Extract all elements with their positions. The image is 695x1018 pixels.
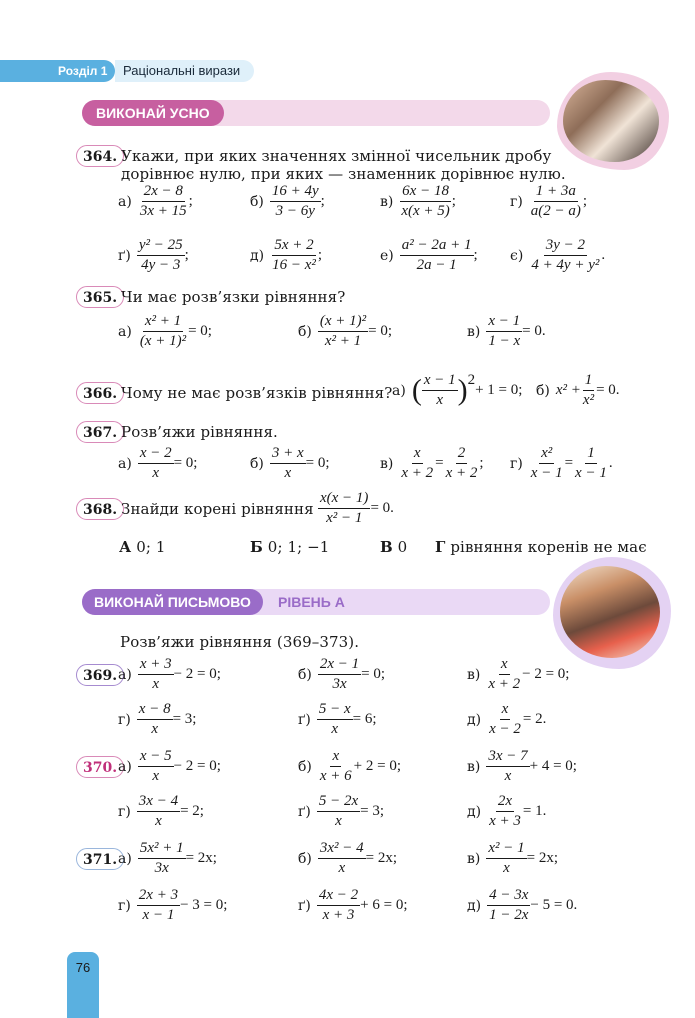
problem-number: 368.	[76, 498, 124, 520]
written-heading: ВИКОНАЙ ПИСЬМОВО	[82, 589, 263, 615]
equation: а) $\frac{\text{5x² + 1}}{3x}$ = 2x;	[118, 840, 217, 876]
equation: а) $\frac{2x - 8}{3x + 15}$ ;	[118, 183, 193, 219]
equation: $\frac{x(x - 1)}{\text{x² − 1}}$ = 0.	[320, 490, 394, 526]
students-studying-photo	[560, 566, 660, 658]
section-intro: Розв’яжи рівняння (369–373).	[120, 633, 360, 651]
problem-number: 371.	[76, 848, 124, 870]
problem-text: Розв’яжи рівняння.	[121, 423, 278, 441]
equation: г) $\frac{3x - 4}{x}$ = 2;	[118, 793, 204, 829]
problem-text: Знайди корені рівняння	[121, 500, 314, 518]
problem-number: 366.	[76, 382, 124, 404]
equation: г) $\frac{1 + 3a}{a(2 - a)}$ ;	[510, 183, 588, 219]
equation: ґ) $\frac{4x - 2}{x + 3}$ + 6 = 0;	[298, 887, 408, 923]
equation: в) $\frac{\text{x² − 1}}{x}$ = 2x;	[467, 840, 559, 876]
equation: г) $\frac{\text{x²}}{x - 1}$ = $\frac{1}{x - 1}$ .	[510, 445, 613, 481]
equation: б) $\frac{x}{x + 6}$ + 2 = 0;	[298, 748, 402, 784]
equation: е) $\frac{\text{a² − 2a + 1}}{2a - 1}$ ;	[380, 237, 478, 273]
equation: ґ) $\frac{5 - x}{x}$ = 6;	[298, 701, 377, 737]
problem-text: дорівнює нулю, при яких — знаменник дорівнює нулю.	[121, 165, 566, 183]
equation: в) $\frac{x}{x + 2}$ − 2 = 0;	[467, 656, 570, 692]
equation: б) x² + $\frac{1}{\text{x²}}$ = 0.	[536, 372, 620, 408]
oral-heading: ВИКОНАЙ УСНО	[82, 100, 224, 126]
answer-option: А 0; 1	[119, 538, 166, 556]
equation: ґ) $\frac{\text{y² − 25}}{4y - 3}$ ;	[118, 237, 189, 273]
problem-number: 364.	[76, 145, 124, 167]
section-tab: Розділ 1	[0, 60, 115, 82]
equation: в) $\frac{6x - 18}{x(x + 5)}$ ;	[380, 183, 456, 219]
problem-number: 367.	[76, 421, 124, 443]
problem-number: 365.	[76, 286, 124, 308]
equation: ґ) $\frac{5 - 2x}{x}$ = 3;	[298, 793, 385, 829]
answer-option: Г рівняння коренів не має	[435, 538, 647, 556]
problem-number: 370.	[76, 756, 124, 778]
equation: а) $\frac{x - 2}{x}$ = 0;	[118, 445, 198, 481]
page-number: 76	[75, 960, 91, 975]
equation: а) ( $\frac{x - 1}{x}$ )$^2$+ 1 = 0;	[392, 372, 523, 408]
equation: а) $\frac{x + 3}{x}$ − 2 = 0;	[118, 656, 221, 692]
section-title: Раціональні вирази	[115, 60, 254, 82]
problem-text: Чи має розв’язки рівняння?	[121, 288, 346, 306]
equation: д) $\frac{x}{x - 2}$ = 2.	[467, 701, 547, 737]
equation: б) $\frac{\text{(x + 1)²}}{\text{x² + 1}}$ = 0;	[298, 313, 393, 349]
equation: б) $\frac{\text{3x² − 4}}{x}$ = 2x;	[298, 840, 398, 876]
equation: д) $\frac{2x}{x + 3}$ = 1.	[467, 793, 547, 829]
equation: в) $\frac{x}{x + 2}$ = $\frac{2}{x + 2}$ ;	[380, 445, 484, 481]
equation: д) $\frac{5x + 2}{\text{16 − x²}}$ ;	[250, 237, 323, 273]
problem-text: Укажи, при яких значеннях змінної чисельник дробу	[121, 147, 552, 165]
equation: б) $\frac{2x - 1}{3x}$ = 0;	[298, 656, 386, 692]
equation: є) $\frac{3y - 2}{\text{4 + 4y + y²}}$ .	[510, 237, 606, 273]
equation: а) $\frac{\text{x² + 1}}{\text{(x + 1)²}}$ = 0;	[118, 313, 212, 349]
equation: б) $\frac{16 + 4y}{3 - 6y}$ ;	[250, 183, 325, 219]
equation: а) $\frac{x - 5}{x}$ − 2 = 0;	[118, 748, 221, 784]
equation: г) $\frac{x - 8}{x}$ = 3;	[118, 701, 197, 737]
equation: в) $\frac{3x - 7}{x}$ + 4 = 0;	[467, 748, 577, 784]
equation: г) $\frac{2x + 3}{x - 1}$ − 3 = 0;	[118, 887, 228, 923]
equation: б) $\frac{3 + x}{x}$ = 0;	[250, 445, 330, 481]
students-high-five-photo	[563, 80, 659, 162]
answer-option: В 0	[380, 538, 408, 556]
equation: в) $\frac{x - 1}{1 - x}$ = 0.	[467, 313, 546, 349]
equation: д) $\frac{4 - 3x}{1 - 2x}$ − 5 = 0.	[467, 887, 578, 923]
problem-text: Чому не має розв’язків рівняння?	[121, 384, 393, 402]
level-label: РІВЕНЬ А	[278, 594, 345, 610]
answer-option: Б 0; 1; −1	[250, 538, 330, 556]
problem-number: 369.	[76, 664, 124, 686]
